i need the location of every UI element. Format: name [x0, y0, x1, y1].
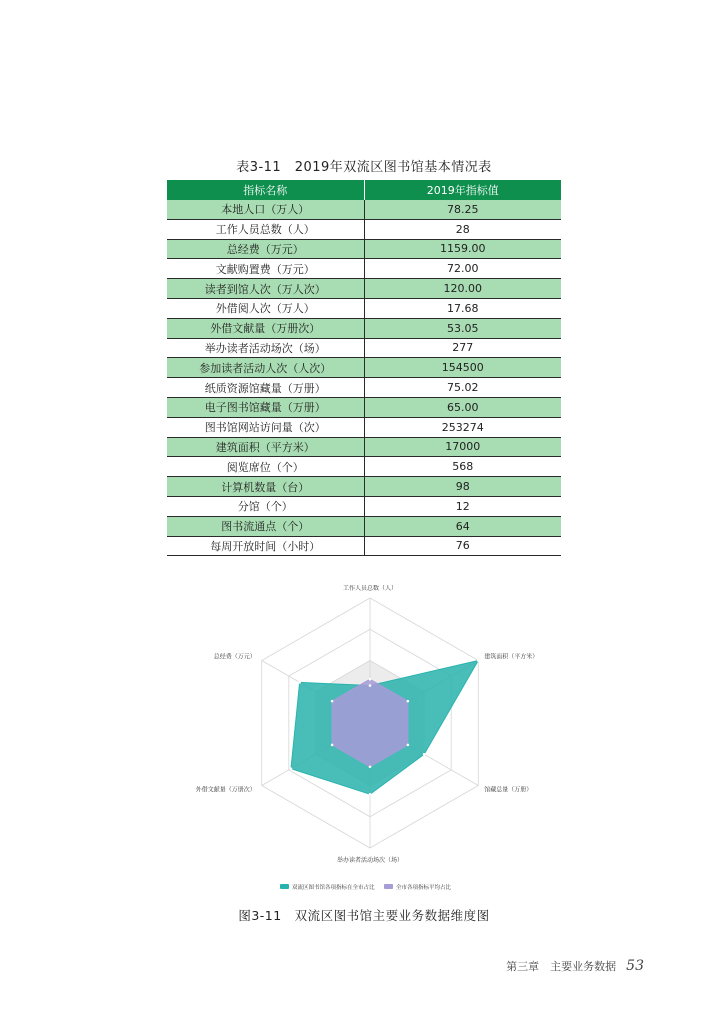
radar-data-point [369, 684, 372, 687]
indicator-name-cell: 工作人员总数（人） [167, 219, 364, 239]
indicator-name-cell: 总经费（万元） [167, 239, 364, 259]
table-row [167, 477, 561, 497]
indicator-value-cell: 64 [364, 516, 561, 536]
indicator-value-cell: 65.00 [364, 397, 561, 417]
radar-data-point [369, 793, 372, 796]
table-row [167, 378, 561, 398]
radar-data-point [331, 744, 334, 747]
radar-chart [160, 585, 580, 900]
indicator-name-cell: 每周开放时间（小时） [167, 536, 364, 556]
indicator-value-cell: 17000 [364, 437, 561, 457]
indicator-value-cell: 120.00 [364, 279, 561, 299]
header-indicator-name: 指标名称 [167, 180, 364, 200]
legend-swatch [280, 884, 289, 889]
indicator-value-cell: 1159.00 [364, 239, 561, 259]
radar-data-point [298, 681, 301, 684]
indicator-name-cell: 举办读者活动场次（场） [167, 338, 364, 358]
legend-label: 全市各项指标平均占比 [396, 885, 452, 891]
indicator-name-cell: 外借阅人次（万人） [167, 298, 364, 318]
indicator-name-cell: 读者到馆人次（万人次） [167, 279, 364, 299]
table-row [167, 457, 561, 477]
radar-data-point [369, 678, 372, 681]
indicator-value-cell: 98 [364, 477, 561, 497]
indicator-name-cell: 本地人口（万人） [167, 200, 364, 219]
table-row [167, 259, 561, 279]
table-row [167, 298, 561, 318]
indicator-name-cell: 电子图书馆藏量（万册） [167, 397, 364, 417]
indicator-value-cell: 154500 [364, 358, 561, 378]
indicator-value-cell: 76 [364, 536, 561, 556]
indicator-name-cell: 图书流通点（个） [167, 516, 364, 536]
table-header-row [167, 180, 561, 200]
indicator-name-cell: 参加读者活动人次（人次） [167, 358, 364, 378]
indicator-value-cell: 568 [364, 457, 561, 477]
indicator-value-cell: 78.25 [364, 200, 561, 219]
legend-swatch [384, 884, 393, 889]
table-row [167, 496, 561, 516]
header-indicator-value: 2019年指标值 [364, 180, 561, 200]
indicator-name-cell: 文献购置费（万元） [167, 259, 364, 279]
chapter-label: 第三章 主要业务数据 [506, 960, 617, 973]
table-row [167, 279, 561, 299]
legend-label: 双流区图书馆各项指标在全市占比 [292, 885, 375, 891]
radar-axis-label: 工作人员总数（人） [342, 585, 398, 592]
table-row [167, 200, 561, 219]
radar-data-point [407, 744, 410, 747]
indicator-value-cell: 17.68 [364, 298, 561, 318]
table-row [167, 516, 561, 536]
radar-axis-label: 建筑面积（平方米） [484, 653, 539, 661]
radar-data-point [477, 659, 480, 662]
radar-data-point [369, 765, 372, 768]
indicator-name-cell: 外借文献量（万册次） [167, 318, 364, 338]
radar-data-point [407, 700, 410, 703]
indicator-name-cell: 阅览席位（个） [167, 457, 364, 477]
indicator-name-cell: 计算机数量（台） [167, 477, 364, 497]
table-row [167, 397, 561, 417]
indicator-value-cell: 277 [364, 338, 561, 358]
radar-axis-label: 外借文献量（万册次） [195, 786, 256, 794]
indicator-value-cell: 53.05 [364, 318, 561, 338]
radar-axis-label: 举办读者活动场次（场） [336, 857, 404, 864]
table-row [167, 239, 561, 259]
indicator-name-cell: 分馆（个） [167, 496, 364, 516]
indicator-name-cell: 纸质资源馆藏量（万册） [167, 378, 364, 398]
indicator-value-cell: 253274 [364, 417, 561, 437]
indicator-name-cell: 图书馆网站访问量（次） [167, 417, 364, 437]
table-row [167, 417, 561, 437]
table-row [167, 358, 561, 378]
radar-data-point [290, 767, 293, 770]
figure-caption: 图3-11 双流区图书馆主要业务数据维度图 [238, 908, 490, 923]
indicator-name-cell: 建筑面积（平方米） [167, 437, 364, 457]
table-title: 表3-11 2019年双流区图书馆基本情况表 [236, 160, 492, 175]
page-number: 53 [626, 958, 644, 974]
indicator-value-cell: 75.02 [364, 378, 561, 398]
indicator-value-cell: 12 [364, 496, 561, 516]
radar-axis-label: 总经费（万元） [213, 653, 256, 661]
radar-data-point [423, 753, 426, 756]
table-row [167, 219, 561, 239]
indicator-value-cell: 28 [364, 219, 561, 239]
page-footer [506, 958, 644, 974]
table-row [167, 536, 561, 556]
stats-table [167, 180, 561, 556]
radar-axis-label: 馆藏总量（万册） [484, 786, 533, 794]
table-row [167, 437, 561, 457]
indicator-value-cell: 72.00 [364, 259, 561, 279]
table-row [167, 338, 561, 358]
table-row [167, 318, 561, 338]
radar-data-point [331, 700, 334, 703]
